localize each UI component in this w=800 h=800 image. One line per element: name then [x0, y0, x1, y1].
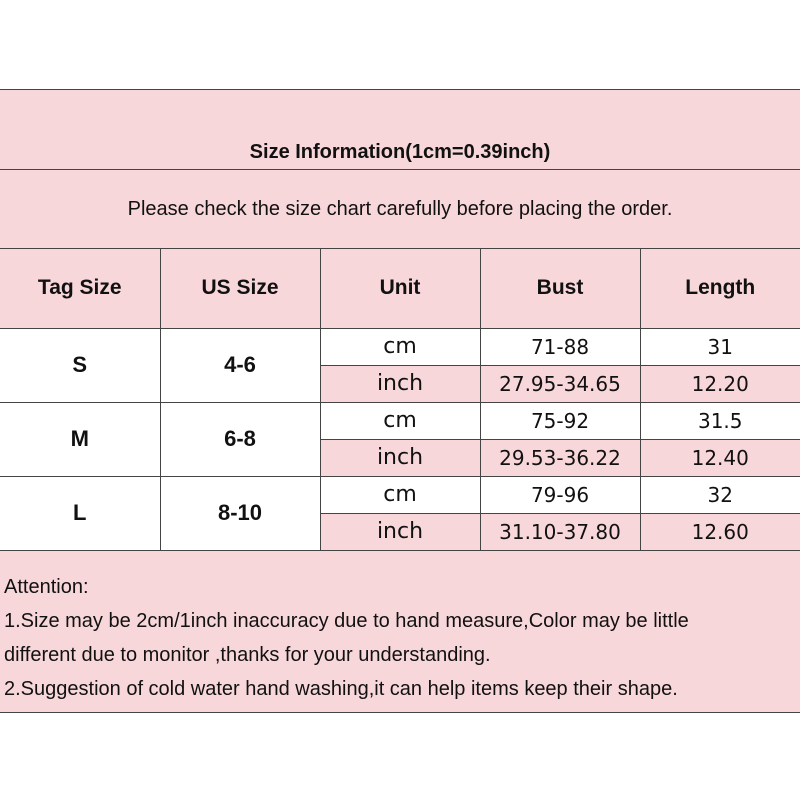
us-size-cell: 4-6 — [160, 328, 320, 402]
length-cell: 12.40 — [640, 439, 800, 476]
length-cell: 31.5 — [640, 402, 800, 439]
header-bust: Bust — [480, 249, 640, 328]
size-chart-card — [0, 89, 800, 713]
bust-cell: 71-88 — [480, 328, 640, 365]
unit-cell: inch — [320, 365, 480, 402]
size-chart-title: Size Information(1cm=0.39inch) — [0, 90, 800, 170]
unit-cell: inch — [320, 513, 480, 550]
bust-cell: 29.53-36.22 — [480, 439, 640, 476]
tag-size-cell: L — [0, 476, 160, 550]
unit-cell: cm — [320, 402, 480, 439]
length-cell: 12.60 — [640, 513, 800, 550]
unit-cell: cm — [320, 328, 480, 365]
size-table — [0, 249, 800, 551]
table-row — [0, 402, 800, 439]
table-header-row — [0, 249, 800, 328]
length-cell: 32 — [640, 476, 800, 513]
attention-note-1: 1.Size may be 2cm/1inch inaccuracy due to hand measure,Color may be little different due to monitor ,thanks for your understanding. — [4, 610, 689, 666]
tag-size-cell: M — [0, 402, 160, 476]
us-size-cell: 8-10 — [160, 476, 320, 550]
unit-cell: inch — [320, 439, 480, 476]
header-us-size: US Size — [160, 249, 320, 328]
bust-cell: 75-92 — [480, 402, 640, 439]
table-row — [0, 328, 800, 365]
header-length: Length — [640, 249, 800, 328]
attention-notes — [0, 552, 800, 712]
header-unit: Unit — [320, 249, 480, 328]
tag-size-cell: S — [0, 328, 160, 402]
length-cell: 12.20 — [640, 365, 800, 402]
table-row — [0, 476, 800, 513]
unit-cell: cm — [320, 476, 480, 513]
attention-heading: Attention: — [4, 576, 89, 598]
header-tag-size: Tag Size — [0, 249, 160, 328]
bust-cell: 27.95-34.65 — [480, 365, 640, 402]
attention-note-2: 2.Suggestion of cold water hand washing,it can help items keep their shape. — [4, 678, 678, 700]
bust-cell: 31.10-37.80 — [480, 513, 640, 550]
us-size-cell: 6-8 — [160, 402, 320, 476]
order-notice: Please check the size chart carefully before placing the order. — [0, 170, 800, 249]
bust-cell: 79-96 — [480, 476, 640, 513]
length-cell: 31 — [640, 328, 800, 365]
